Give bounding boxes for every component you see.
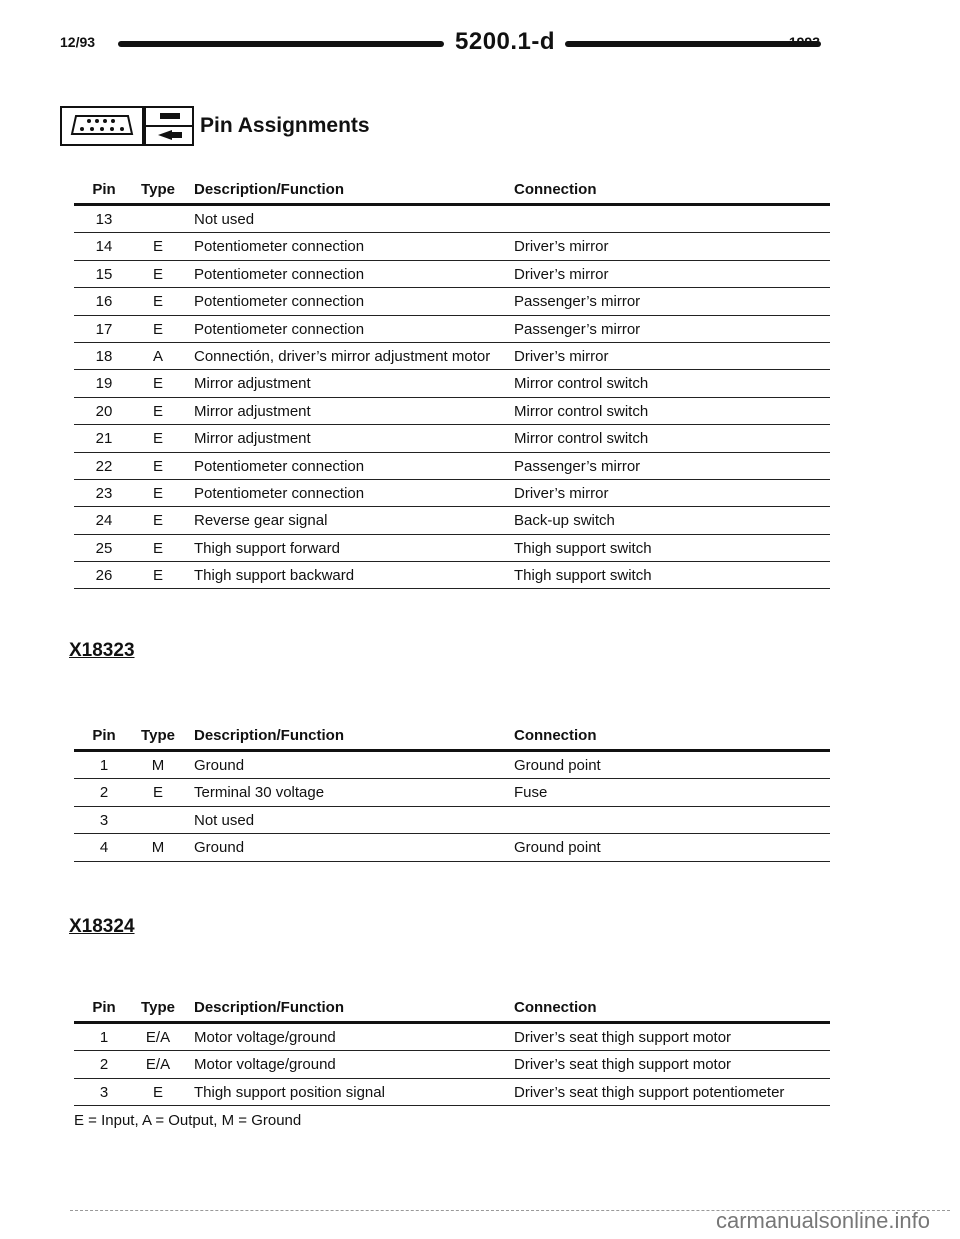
col-type-header: Type	[141, 727, 175, 744]
pin-cell: 4	[99, 839, 109, 857]
type-cell: E	[152, 1083, 163, 1101]
connector-label-x18323: X18323	[69, 640, 135, 661]
col-conn-header: Connection	[514, 999, 597, 1016]
watermark: carmanualsonline.info	[715, 1208, 930, 1233]
conn-cell: Back-up switch	[514, 512, 615, 530]
table-row	[74, 233, 830, 260]
pin-cell: 19	[95, 375, 113, 393]
desc-cell: Motor voltage/ground	[194, 1056, 336, 1074]
pin-cell: 15	[95, 265, 113, 283]
type-legend: E = Input, A = Output, M = Ground	[74, 1112, 302, 1129]
header-date: 12/93	[60, 34, 96, 50]
conn-cell: Thigh support switch	[514, 567, 652, 585]
desc-cell: Terminal 30 voltage	[194, 784, 325, 802]
type-cell: E	[152, 430, 163, 448]
table-row	[74, 398, 830, 425]
desc-cell: Mirror adjustment	[194, 430, 311, 448]
table-row	[74, 752, 830, 779]
type-cell: E	[152, 265, 163, 283]
conn-cell: Thigh support switch	[514, 539, 652, 557]
pin-cell: 3	[99, 811, 109, 829]
pin-cell: 1	[99, 757, 109, 774]
table-row	[74, 507, 830, 534]
pin-cell: 3	[99, 1083, 109, 1101]
desc-cell: Not used	[194, 211, 255, 228]
type-cell: E	[152, 320, 163, 338]
conn-cell: Ground point	[514, 757, 601, 774]
connector-icon	[60, 106, 144, 146]
table-row	[74, 261, 830, 288]
desc-cell: Mirror adjustment	[194, 402, 311, 420]
table-row	[74, 535, 830, 562]
desc-cell: Potentiometer connection	[194, 484, 365, 502]
type-cell: E	[152, 484, 163, 502]
type-cell: E	[152, 567, 163, 585]
type-cell: E	[152, 293, 163, 311]
input-output-icon	[144, 106, 194, 146]
pin-cell: 23	[95, 484, 113, 502]
connector-label-x18324: X18324	[69, 916, 135, 937]
section-title: Pin Assignments	[200, 114, 370, 137]
desc-cell: Thigh support backward	[194, 567, 355, 585]
type-cell: E	[152, 238, 163, 256]
conn-cell: Driver’s mirror	[514, 265, 609, 283]
pin-cell: 14	[95, 238, 113, 256]
conn-cell: Driver’s seat thigh support motor	[514, 1029, 732, 1046]
type-cell: E/A	[145, 1029, 171, 1046]
header-rule-right	[565, 41, 821, 47]
desc-cell: Ground	[194, 757, 245, 774]
conn-cell: Passenger’s mirror	[514, 457, 641, 475]
table-row	[74, 834, 830, 861]
pin-cell: 2	[99, 784, 109, 802]
table-row	[74, 316, 830, 343]
pin-cell: 21	[95, 430, 113, 448]
type-cell: E	[152, 512, 163, 530]
type-cell: E	[152, 402, 163, 420]
conn-cell: Mirror control switch	[514, 430, 649, 448]
pin-cell: 25	[95, 539, 113, 557]
type-cell: E	[152, 457, 163, 475]
table-header	[74, 727, 830, 749]
type-cell: E	[152, 375, 163, 393]
table-row	[74, 779, 830, 806]
desc-cell: Ground	[194, 839, 245, 857]
desc-cell: Connectión, driver’s mirror adjustment motor	[194, 347, 491, 365]
table-row	[74, 453, 830, 480]
pin-cell: 16	[95, 293, 113, 311]
pin-table-x18323	[74, 727, 830, 862]
col-desc-header: Description/Function	[194, 727, 344, 744]
conn-cell: Passenger’s mirror	[514, 293, 641, 311]
desc-cell: Potentiometer connection	[194, 320, 365, 338]
col-pin-header: Pin	[92, 727, 116, 744]
pin-table-1	[74, 181, 830, 589]
table-row	[74, 425, 830, 452]
conn-cell: Passenger’s mirror	[514, 320, 641, 338]
table-row	[74, 562, 830, 589]
table-header	[74, 181, 830, 203]
pin-cell: 20	[95, 402, 113, 420]
pin-cell: 13	[95, 211, 113, 228]
desc-cell: Motor voltage/ground	[194, 1029, 336, 1046]
table-row	[74, 1079, 830, 1106]
pin-cell: 22	[95, 457, 113, 475]
conn-cell: Driver’s mirror	[514, 347, 609, 365]
table-row	[74, 480, 830, 507]
pin-cell: 1	[99, 1029, 109, 1046]
table-header	[74, 999, 830, 1021]
col-desc-header: Description/Function	[194, 999, 344, 1016]
desc-cell: Thigh support forward	[194, 539, 340, 557]
type-cell: A	[152, 347, 163, 365]
pin-cell: 24	[95, 512, 113, 530]
col-pin-header: Pin	[92, 181, 116, 198]
pin-cell: 17	[95, 320, 113, 338]
table-row	[74, 206, 830, 233]
type-cell: E	[152, 539, 163, 557]
table-row	[74, 343, 830, 370]
header-rule-left	[118, 41, 444, 47]
conn-cell: Mirror control switch	[514, 402, 649, 420]
table-row	[74, 1024, 830, 1051]
desc-cell: Potentiometer connection	[194, 265, 365, 283]
type-cell: M	[151, 757, 165, 774]
desc-cell: Reverse gear signal	[194, 512, 328, 530]
table-row	[74, 288, 830, 315]
conn-cell: Driver’s mirror	[514, 484, 609, 502]
table-row	[74, 807, 830, 834]
pin-cell: 18	[95, 347, 113, 365]
conn-cell: Ground point	[514, 839, 601, 857]
pin-cell: 26	[95, 567, 113, 585]
table-row	[74, 1051, 830, 1078]
desc-cell: Potentiometer connection	[194, 238, 365, 256]
desc-cell: Thigh support position signal	[194, 1083, 385, 1101]
page-header	[60, 30, 820, 60]
desc-cell: Mirror adjustment	[194, 375, 311, 393]
col-desc-header: Description/Function	[194, 181, 344, 198]
type-cell: M	[151, 839, 165, 857]
conn-cell: Driver’s seat thigh support potentiometer	[514, 1083, 785, 1101]
desc-cell: Not used	[194, 811, 255, 829]
conn-cell: Fuse	[514, 784, 548, 802]
col-conn-header: Connection	[514, 181, 597, 198]
col-conn-header: Connection	[514, 727, 597, 744]
desc-cell: Potentiometer connection	[194, 293, 365, 311]
type-cell: E/A	[145, 1056, 171, 1074]
col-type-header: Type	[141, 181, 175, 198]
table-row	[74, 370, 830, 397]
header-doc-number: 5200.1-d	[455, 28, 556, 55]
pin-table-x18324	[74, 999, 830, 1106]
pin-cell: 2	[99, 1056, 109, 1074]
conn-cell: Mirror control switch	[514, 375, 649, 393]
desc-cell: Potentiometer connection	[194, 457, 365, 475]
conn-cell: Driver’s mirror	[514, 238, 609, 256]
type-cell: E	[152, 784, 163, 802]
col-pin-header: Pin	[92, 999, 116, 1016]
header-year: 1993	[788, 34, 820, 50]
conn-cell: Driver’s seat thigh support motor	[514, 1056, 732, 1074]
col-type-header: Type	[141, 999, 175, 1016]
